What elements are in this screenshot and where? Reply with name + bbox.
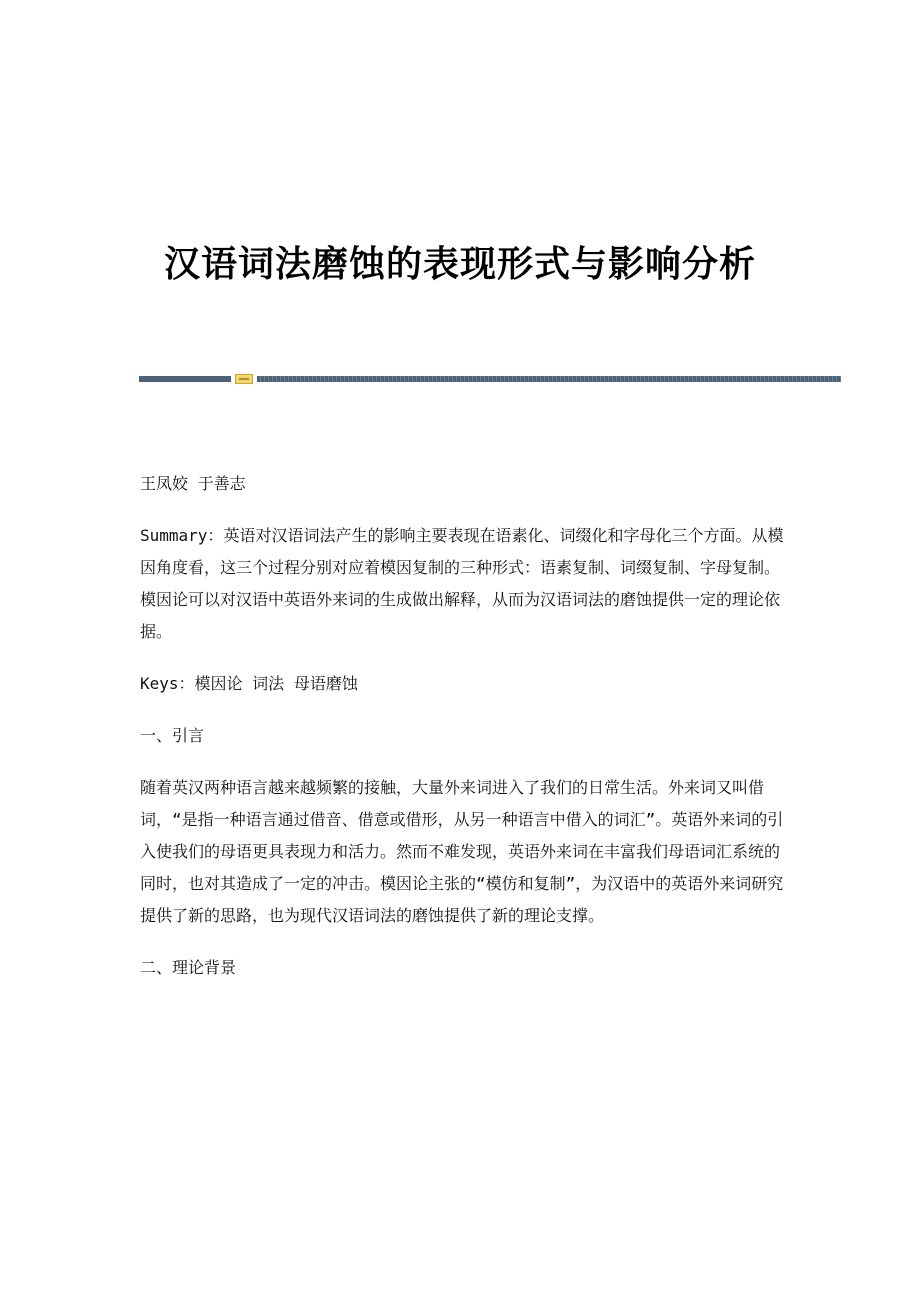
- author-line: 王凤姣 于善志: [140, 474, 246, 493]
- page-title: 汉语词法磨蚀的表现形式与影响分析: [163, 243, 756, 286]
- title-divider: [139, 374, 841, 384]
- summary-label: Summary：: [140, 526, 224, 545]
- divider-bar-left: [139, 376, 231, 382]
- keys-label: Keys：: [140, 674, 195, 693]
- divider-ornament-icon: [235, 374, 253, 384]
- section-heading-intro: 一、引言: [140, 726, 205, 745]
- intro-paragraph: 随着英汉两种语言越来越频繁的接触，大量外来词进入了我们的日常生活。外来词又叫借词，“是指一种语言通过借音、借意或借形，从另一种语言中借入的词汇”。英语外来词的引入使我们的母语更具表现力和活力。然而不难发现，英语外来词在丰富我们母语词汇系统的同时，也对其造成了一定的冲击。模因论主张的“模仿和复制”，为汉语中的英语外来词研究提供了新的思路，也为现代汉语词法的磨蚀提供了新的理论支撑。: [140, 778, 784, 925]
- keys-text: 模因论 词法 母语磨蚀: [194, 674, 358, 693]
- section-heading-background: 二、理论背景: [140, 958, 237, 977]
- keys-paragraph: [140, 668, 790, 700]
- article-body: [140, 468, 790, 1004]
- summary-paragraph: [140, 520, 790, 648]
- summary-text: 英语对汉语词法产生的影响主要表现在语素化、词缀化和字母化三个方面。从模因角度看，这三个过程分别对应着模因复制的三种形式：语素复制、词缀复制、字母复制。模因论可以对汉语中英语外来词的生成做出解释，从而为汉语词法的磨蚀提供一定的理论依据。: [140, 526, 784, 641]
- divider-bar-right: [257, 376, 841, 382]
